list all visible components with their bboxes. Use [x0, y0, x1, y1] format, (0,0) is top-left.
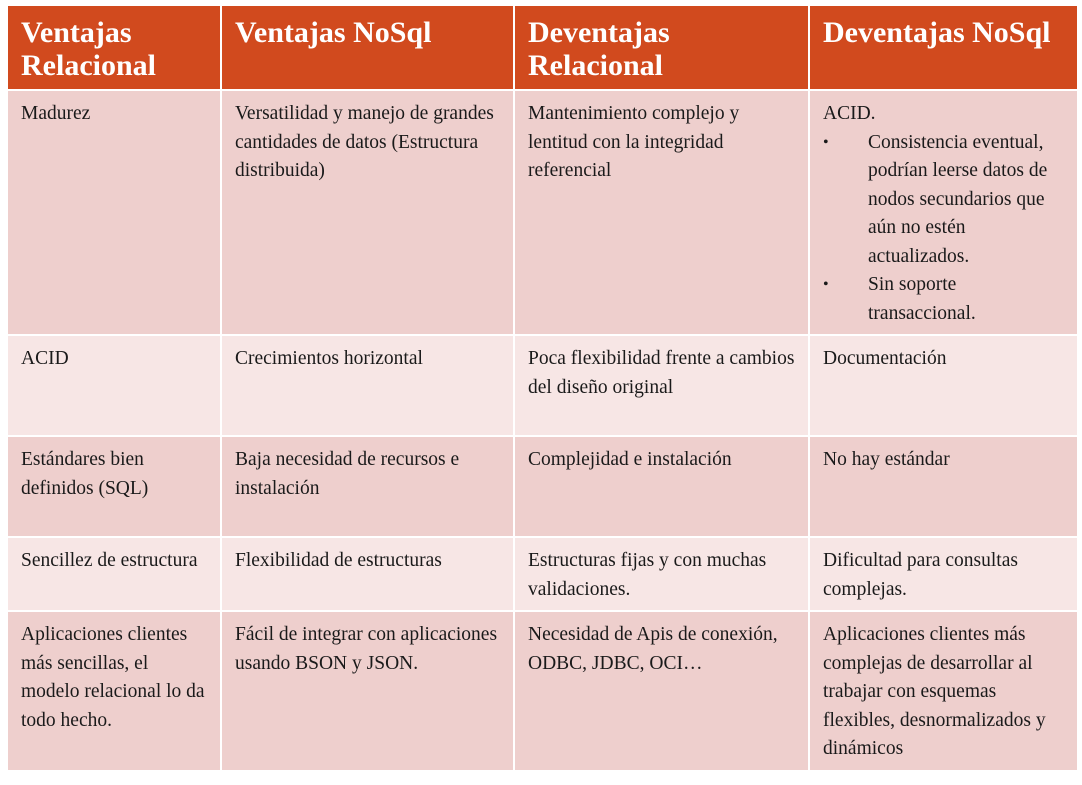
- table-cell: Baja necesidad de recursos e instalación: [221, 436, 514, 537]
- table-row: [7, 611, 1078, 771]
- table-cell: Aplicaciones clientes más complejas de desarrollar al trabajar con esquemas flexibles, desnormalizados y dinámicos: [809, 611, 1078, 771]
- header-desventajas-relacional: Deventajas Relacional: [514, 5, 809, 90]
- table-cell: Estándares bien definidos (SQL): [7, 436, 221, 537]
- cell-intro-text: ACID.: [823, 103, 876, 124]
- table-row: [7, 90, 1078, 335]
- table-cell: Fácil de integrar con aplicaciones usando BSON y JSON.: [221, 611, 514, 771]
- header-desventajas-nosql: Deventajas NoSql: [809, 5, 1078, 90]
- list-item-text: Consistencia eventual, podrían leerse datos de nodos secundarios que aún no estén actualizados.: [868, 131, 1048, 267]
- bullet-icon: •: [823, 133, 829, 151]
- table-cell: Documentación: [809, 335, 1078, 436]
- table-cell: Necesidad de Apis de conexión, ODBC, JDBC, OCI…: [514, 611, 809, 771]
- list-item: [823, 271, 1065, 328]
- table-cell: Poca flexibilidad frente a cambios del diseño original: [514, 335, 809, 436]
- table-cell: Madurez: [7, 90, 221, 335]
- header-ventajas-relacional: Ventajas Relacional: [7, 5, 221, 90]
- table-row: [7, 537, 1078, 611]
- table-row: [7, 436, 1078, 537]
- table-cell: [809, 90, 1078, 335]
- list-item-text: Sin soporte transaccional.: [868, 274, 976, 324]
- header-row: [7, 5, 1078, 90]
- table-cell: Aplicaciones clientes más sencillas, el modelo relacional lo da todo hecho.: [7, 611, 221, 771]
- table-cell: Mantenimiento complejo y lentitud con la integridad referencial: [514, 90, 809, 335]
- table-cell: Dificultad para consultas complejas.: [809, 537, 1078, 611]
- bullet-list: [823, 129, 1065, 329]
- table-cell: ACID: [7, 335, 221, 436]
- table-cell: Estructuras fijas y con muchas validaciones.: [514, 537, 809, 611]
- list-item: [823, 129, 1065, 272]
- table-cell: Crecimientos horizontal: [221, 335, 514, 436]
- table-cell: Flexibilidad de estructuras: [221, 537, 514, 611]
- table-cell: Sencillez de estructura: [7, 537, 221, 611]
- header-ventajas-nosql: Ventajas NoSql: [221, 5, 514, 90]
- table-cell: Complejidad e instalación: [514, 436, 809, 537]
- comparison-table: [6, 4, 1079, 772]
- table-row: [7, 335, 1078, 436]
- table-cell: No hay estándar: [809, 436, 1078, 537]
- bullet-icon: •: [823, 276, 829, 293]
- table-cell: Versatilidad y manejo de grandes cantidades de datos (Estructura distribuida): [221, 90, 514, 335]
